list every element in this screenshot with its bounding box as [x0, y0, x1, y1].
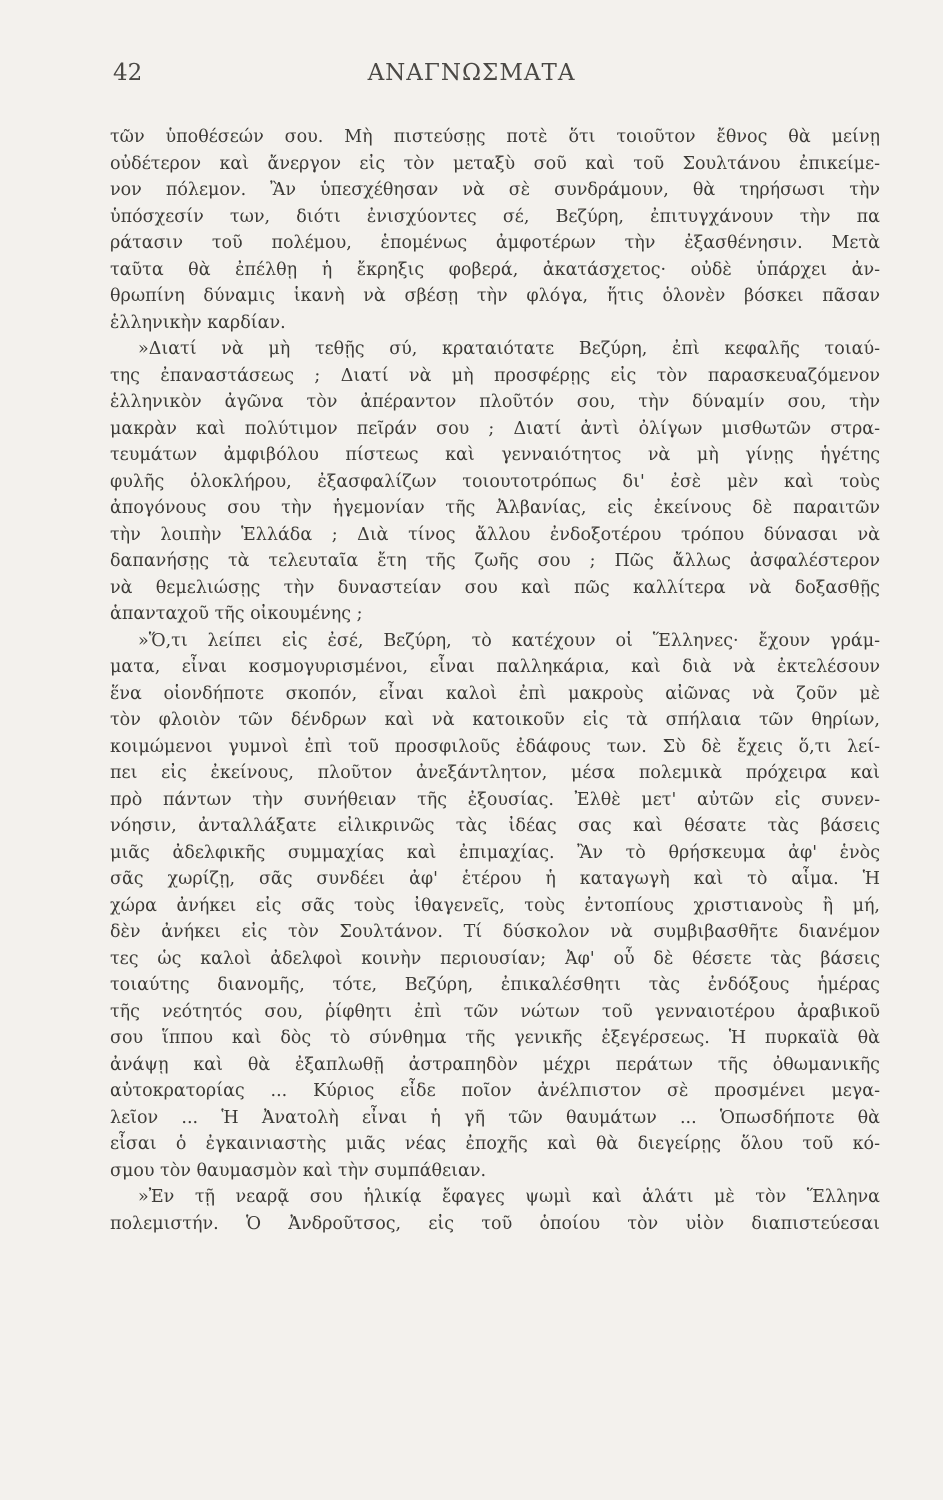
text-line: »Ὅ,τι λείπει εἰς ἐσέ, Βεζύρη, τὸ κατέχουν οἱ Ἕλληνες· ἔχουν γράμ-	[138, 630, 880, 651]
text-line: πει εἰς ἐκείνους, πλοῦτον ἀνεξάντλητον, μέσα πολεμικὰ πρόχειρα καὶ	[110, 763, 880, 783]
text-line: ράτασιν τοῦ πολέμου, ἑπομένως ἀμφοτέρων τὴν ἐξασθένησιν. Μετὰ	[110, 233, 880, 253]
text-line: τευμάτων ἀμφιβόλου πίστεως καὶ γενναιότητος νὰ μὴ γίνῃς ἡγέτης	[110, 445, 880, 465]
text-line: φυλῆς ὁλοκλήρου, ἐξασφαλίζων τοιουτοτρόπως δι' ἐσὲ μὲν καὶ τοὺς	[110, 471, 880, 492]
text-line: σμου τὸν θαυμασμὸν καὶ τὴν συμπάθειαν.	[110, 1160, 487, 1181]
page-number: 42	[113, 60, 143, 86]
text-line: ἀνάψῃ καὶ θὰ ἐξαπλωθῇ ἀστραπηδὸν μέχρι περάτων τῆς ὀθωμανικῆς	[110, 1054, 880, 1075]
text-line: ἑλληνικὸν ἀγῶνα τὸν ἀπέραντον πλοῦτόν σου, τὴν δύναμίν σου, τὴν	[110, 392, 880, 412]
text-line: »Ἐν τῇ νεαρᾷ σου ἡλικίᾳ ἔφαγες ψωμὶ καὶ ἁλάτι μὲ τὸν Ἕλληνα	[138, 1187, 880, 1207]
running-title: ΑΝΑΓΝΩΣΜΑΤΑ	[367, 60, 576, 86]
text-line: ἀπογόνους σου τὴν ἡγεμονίαν τῆς Ἀλβανίας, εἰς ἐκείνους δὲ παραιτῶν	[110, 498, 880, 518]
text-line: δὲν ἀνήκει εἰς τὸν Σουλτάνον. Τί δύσκολον νὰ συμβιβασθῆτε διανέμον	[110, 922, 880, 942]
text-line: μακρὰν καὶ πολύτιμον πεῖράν σου ; Διατί ἀντὶ ὀλίγων μισθωτῶν στρα-	[110, 418, 880, 439]
text-line: πολεμιστήν. Ὁ Ἀνδροῦτσος, εἰς τοῦ ὁποίου τὸν υἱὸν διαπιστεύεσαι	[110, 1213, 880, 1234]
text-line: κοιμώμενοι γυμνοὶ ἐπὶ τοῦ προσφιλοῦς ἐδάφους των. Σὺ δὲ ἔχεις ὅ,τι λεί-	[110, 736, 880, 757]
text-line: νὰ θεμελιώσῃς τὴν δυναστείαν σου καὶ πῶς καλλίτερα νὰ δοξασθῇς	[110, 577, 880, 598]
text-line: ταῦτα θὰ ἐπέλθῃ ἡ ἔκρηξις φοβερά, ἀκατάσχετος· οὐδὲ ὑπάρχει ἀν-	[110, 259, 880, 280]
text-line: ἁπανταχοῦ τῆς οἰκουμένης ;	[110, 604, 363, 624]
text-line: μιᾶς ἀδελφικῆς συμμαχίας καὶ ἐπιμαχίας. Ἂν τὸ θρήσκευμα ἀφ' ἑνὸς	[110, 842, 880, 863]
text-line: τὸν φλοιὸν τῶν δένδρων καὶ νὰ κατοικοῦν εἰς τὰ σπήλαια τῶν θηρίων,	[110, 710, 880, 730]
text-line: της ἐπαναστάσεως ; Διατί νὰ μὴ προσφέρῃς εἰς τὸν παρασκευαζόμενον	[110, 365, 880, 386]
text-line: ἑλληνικὴν καρδίαν.	[110, 312, 286, 333]
text-line: τὴν λοιπὴν Ἑλλάδα ; Διὰ τίνος ἄλλου ἐνδοξοτέρου τρόπου δύνασαι νὰ	[110, 524, 880, 545]
text-line: σᾶς χωρίζῃ, σᾶς συνδέει ἀφ' ἑτέρου ἡ καταγωγὴ καὶ τὸ αἷμα. Ἡ	[110, 869, 880, 889]
text-line: τες ὡς καλοὶ ἀδελφοὶ κοινὴν περιουσίαν; Ἀφ' οὗ δὲ θέσετε τὰς βάσεις	[110, 948, 880, 969]
text-line: ὑπόσχεσίν των, διότι ἐνισχύοντες σέ, Βεζύρη, ἐπιτυγχάνουν τὴν πα	[110, 206, 880, 227]
text-line: νόησιν, ἀνταλλάξατε εἰλικρινῶς τὰς ἰδέας σας καὶ θέσατε τὰς βάσεις	[110, 816, 880, 836]
text-line: νον πόλεμον. Ἂν ὑπεσχέθησαν νὰ σὲ συνδράμουν, θὰ τηρήσωσι τὴν	[110, 180, 880, 200]
text-line: τοιαύτης διανομῆς, τότε, Βεζύρη, ἐπικαλέσθητι τὰς ἐνδόξους ἡμέρας	[110, 975, 880, 995]
text-line: »Διατί νὰ μὴ τεθῇς σύ, κραταιότατε Βεζύρη, ἐπὶ κεφαλῆς τοιαύ-	[138, 339, 880, 359]
text-line: σου ἵππου καὶ δὸς τὸ σύνθημα τῆς γενικῆς ἐξεγέρσεως. Ἡ πυρκαϊὰ θὰ	[110, 1028, 880, 1048]
text-line: τῶν ὑποθέσεών σου. Μὴ πιστεύσῃς ποτὲ ὅτι τοιοῦτον ἔθνος θὰ μείνῃ	[110, 127, 880, 147]
body-text	[110, 124, 880, 1237]
text-line: δαπανήσῃς τὰ τελευταῖα ἔτη τῆς ζωῆς σου ; Πῶς ἄλλως ἀσφαλέστερον	[110, 551, 880, 571]
text-line: χώρα ἀνήκει εἰς σᾶς τοὺς ἰθαγενεῖς, τοὺς ἐντοπίους χριστιανοὺς ἢ μή,	[110, 895, 880, 916]
text-line: λεῖον ... Ἡ Ἀνατολὴ εἶναι ἡ γῆ τῶν θαυμάτων ... Ὁπωσδήποτε θὰ	[110, 1107, 880, 1128]
text-line: ματα, εἶναι κοσμογυρισμένοι, εἶναι παλληκάρια, καὶ διὰ νὰ ἐκτελέσουν	[110, 657, 880, 677]
text-line: αὐτοκρατορίας ... Κύριος εἶδε ποῖον ἀνέλπιστον σὲ προσμένει μεγα-	[110, 1081, 880, 1101]
text-line: ἕνα οἱονδήποτε σκοπόν, εἶναι καλοὶ ἐπὶ μακροὺς αἰῶνας νὰ ζοῦν μὲ	[110, 683, 880, 704]
text-line: τῆς νεότητός σου, ῥίφθητι ἐπὶ τῶν νώτων τοῦ γενναιοτέρου ἀραβικοῦ	[110, 1001, 880, 1022]
text-line: εἶσαι ὁ ἐγκαινιαστὴς μιᾶς νέας ἐποχῆς καὶ θὰ διεγείρῃς ὅλου τοῦ κό-	[110, 1134, 880, 1154]
text-line: πρὸ πάντων τὴν συνήθειαν τῆς ἐξουσίας. Ἐλθὲ μετ' αὐτῶν εἰς συνεν-	[110, 789, 880, 810]
text-line: οὐδέτερον καὶ ἄνεργον εἰς τὸν μεταξὺ σοῦ καὶ τοῦ Σουλτάνου ἐπικείμε-	[110, 153, 880, 174]
text-line: θρωπίνη δύναμις ἱκανὴ νὰ σβέσῃ τὴν φλόγα, ἥτις ὁλονὲν βόσκει πᾶσαν	[110, 286, 880, 306]
